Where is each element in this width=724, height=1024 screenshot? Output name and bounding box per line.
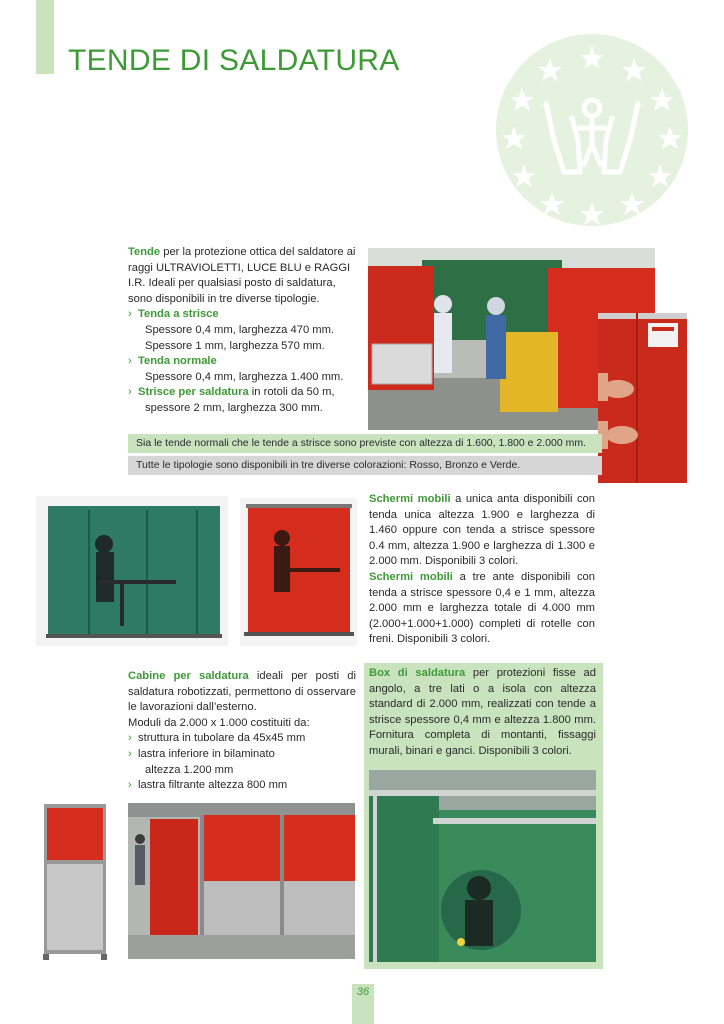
cabine-item: struttura in tubolare da 45x45 mm xyxy=(138,732,306,745)
intro-lead: Tende xyxy=(128,246,161,258)
schermi-paragraph-2 xyxy=(369,570,595,648)
item-rest: in rotoli da 50 m, xyxy=(248,386,335,399)
intro-text: per la protezione ottica del saldatore ai raggi ULTRAVIOLETTI, LUCE BLU e RAGGI I.R. Ideali per qualsiasi posto di saldatura, sono disponibili in tre diverse tipologie. xyxy=(128,246,356,305)
item-detail: Spessore 0,4 mm, larghezza 1.400 mm. xyxy=(145,370,344,383)
cabine-lead: Cabine per saldatura xyxy=(128,670,249,682)
list-item xyxy=(128,354,360,370)
note-heights: Sia le tende normali che le tende a strisce sono previste con altezza di 1.600, 1.800 e 2.000 mm. xyxy=(128,434,602,453)
hands-strip-curtain-photo xyxy=(598,313,687,483)
item-detail: Spessore 1 mm, larghezza 570 mm. xyxy=(145,339,325,352)
list-item xyxy=(128,747,356,763)
cabine-paragraph xyxy=(128,669,356,716)
cabine-item-continuation: altezza 1.200 mm xyxy=(145,763,234,776)
green-mobile-screen-photo xyxy=(36,496,228,646)
cabin-module-photo xyxy=(40,802,110,962)
cabine-item: lastra filtrante altezza 800 mm xyxy=(138,779,288,792)
schermi-lead-2: Schermi mobili xyxy=(369,570,453,583)
red-mobile-screen-photo xyxy=(240,498,357,646)
cabine-text-block xyxy=(128,669,356,794)
list-item xyxy=(128,731,356,747)
bullet-chevron-icon: › xyxy=(128,386,132,399)
bullet-chevron-icon: › xyxy=(128,779,132,792)
schermi-lead-1: Schermi mobili xyxy=(369,493,451,505)
schermi-text-2: a tre ante disponibili con tenda a strisce spessore 0,4 e 1 mm, altezza 2.000 mm e larghezza totale di 4.000 mm (2.000+1.000+1.000) completi di rotelle con freni. Disponibili 3 colori. xyxy=(369,570,595,646)
page-title: TENDE DI SALDATURA xyxy=(68,44,400,77)
bullet-chevron-icon: › xyxy=(128,747,132,760)
list-item xyxy=(128,778,356,794)
intro-text-block xyxy=(128,245,360,417)
box-text-block xyxy=(369,666,596,760)
bullet-chevron-icon: › xyxy=(128,355,132,368)
cabine-text: ideali per posti di saldatura robotizzati, permettono di osservare le lavorazioni dall’esterno. xyxy=(128,670,356,714)
cabin-installation-photo xyxy=(128,803,355,959)
box-lead: Box di saldatura xyxy=(369,667,466,679)
note-colors: Tutte le tipologie sono disponibili in tre diverse colorazioni: Rosso, Bronzo e Verde. xyxy=(128,456,602,475)
emblem-watermark-icon xyxy=(494,32,690,228)
schermi-text-1: a unica anta disponibili con tenda unica altezza 1.900 e larghezza di 1.460 oppure con tenda a strisce spessore 0.4 mm, altezza 1.900 e larghezza di 1.300 e 2.000 mm. Disponibili 3 colori. xyxy=(369,493,595,568)
bullet-chevron-icon: › xyxy=(128,308,132,321)
list-item xyxy=(128,307,360,323)
page-number: 36 xyxy=(356,986,370,998)
item-detail: Spessore 0,4 mm, larghezza 470 mm. xyxy=(145,323,335,336)
list-item xyxy=(128,385,360,401)
left-accent-bar xyxy=(36,0,54,74)
item-detail: spessore 2 mm, larghezza 300 mm. xyxy=(145,401,323,414)
item-label: Strisce per saldatura xyxy=(138,386,249,399)
cabine-modules: Moduli da 2.000 x 1.000 costituiti da: xyxy=(128,716,310,729)
bullet-chevron-icon: › xyxy=(128,732,132,745)
cabine-item: lastra inferiore in bilaminato xyxy=(138,747,275,760)
item-label: Tenda a strisce xyxy=(138,308,219,321)
welding-box-photo xyxy=(369,770,596,962)
intro-paragraph xyxy=(128,245,360,307)
schermi-paragraph-1 xyxy=(369,492,595,570)
schermi-text-block xyxy=(369,492,595,648)
item-label: Tenda normale xyxy=(138,355,217,368)
box-text: per protezioni fisse ad angolo, a tre lati o a isola con altezza standard di 2.000 mm, realizzati con tende a strisce spessore 0,4 mm e altezza 1.800 mm. Fornitura completa di montanti, fissaggi murali, binari e ganci. Disponibili 3 colori. xyxy=(369,667,596,757)
